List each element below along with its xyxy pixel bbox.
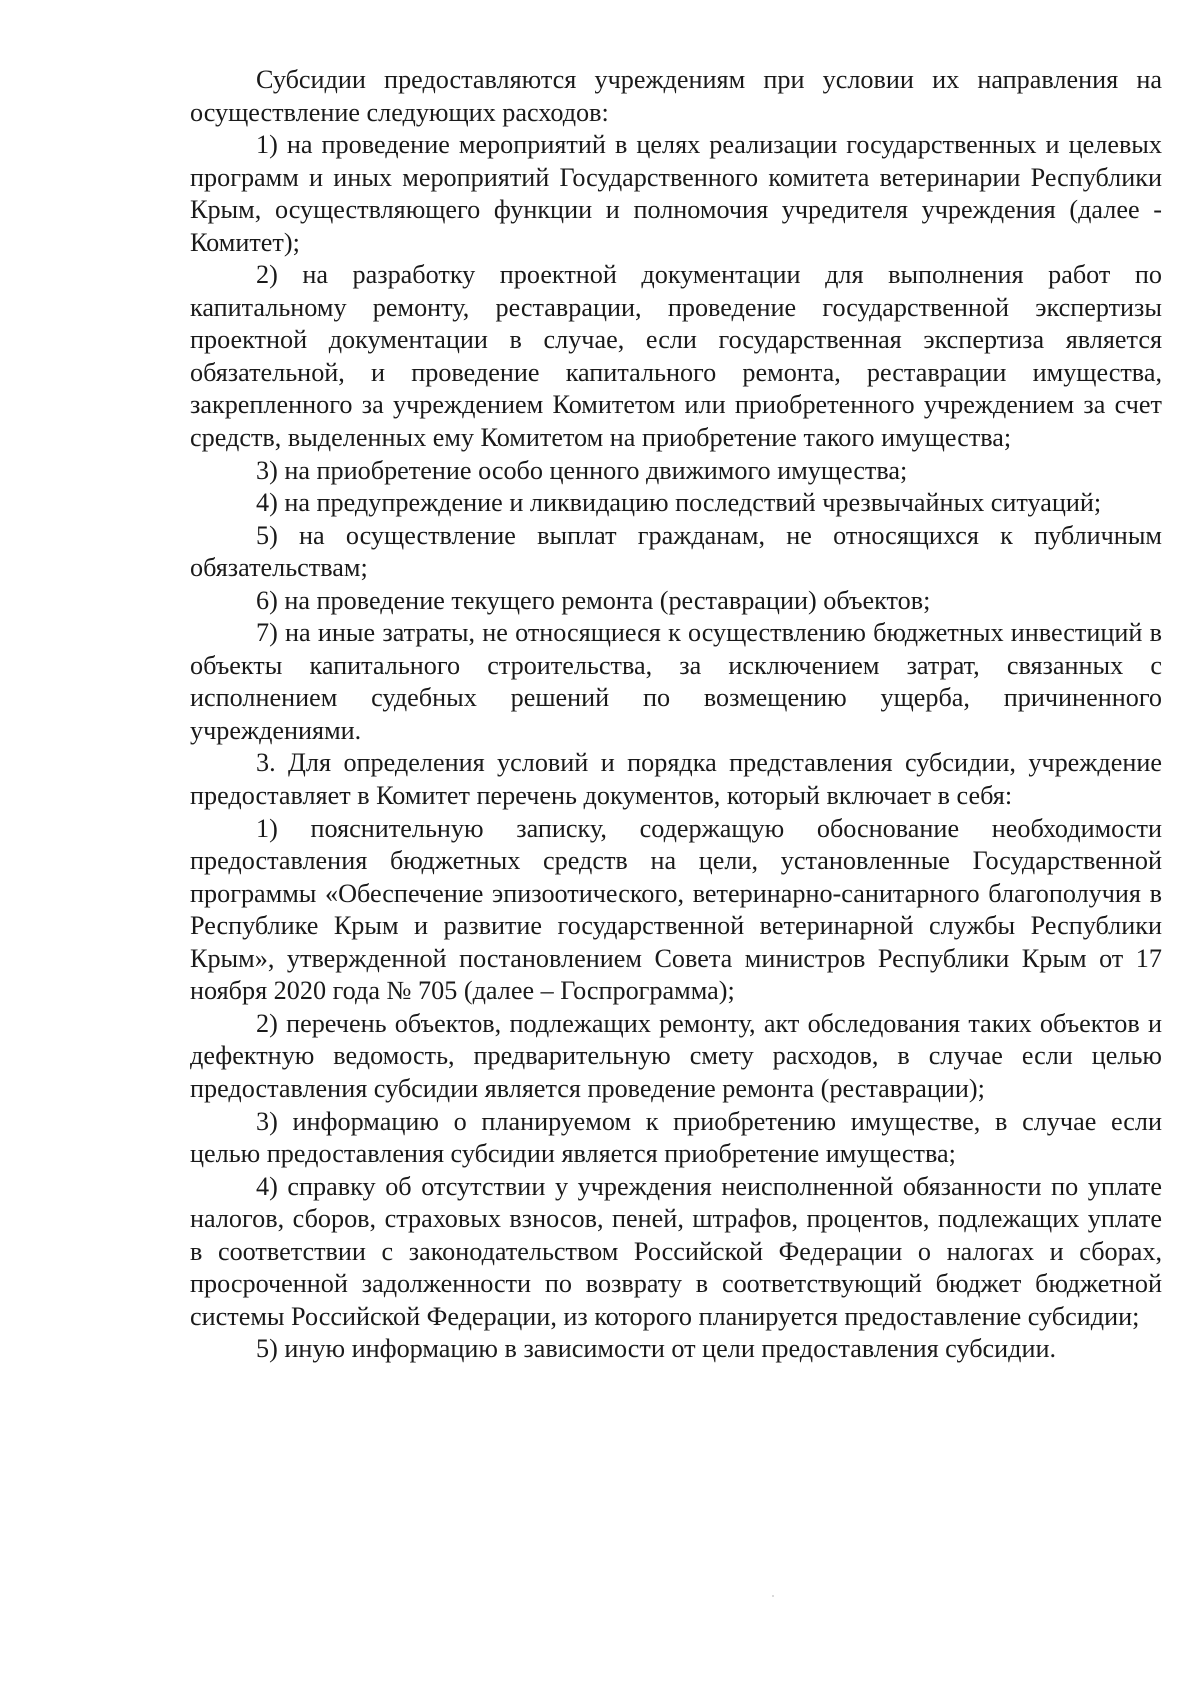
paragraph-subsidy-conditions: Субсидии предоставляются учреждениям при условии их направления на осуществление следующих расходов:: [190, 65, 1162, 127]
list-item-document-4: 4) справку об отсутствии у учреждения неисполненной обязанности по уплате налогов, сборов, страховых взносов, пеней, штрафов, процентов, подлежащих уплате в соответствии с законодательством Российской Федерации о налогах и сборах, просроченной задолженности по возврату в соответствующий бюджет бюджетной системы Российской Федерации, из которого планируется предоставление субсидии;: [190, 1171, 1162, 1331]
scan-speck: [772, 1595, 774, 1597]
list-item-document-1: 1) пояснительную записку, содержащую обоснование необходимости предоставления бюджетных средств на цели, установленные Государственной программы «Обеспечение эпизоотического, ветеринарно-санитарного благополучия в Республике Крым и развитие государственной ветеринарной службы Республики Крым», утвержденной постановлением Совета министров Республики Крым от 17 ноября 2020 года № 705 (далее – Госпрограмма);: [190, 813, 1162, 1006]
list-item-expense-7: 7) на иные затраты, не относящиеся к осуществлению бюджетных инвестиций в объекты капитального строительства, за исключением затрат, связанных с исполнением судебных решений по возмещению ущерба, причиненного учреждениями.: [190, 618, 1162, 745]
list-item-expense-1: 1) на проведение мероприятий в целях реализации государственных и целевых программ и иных мероприятий Государственного комитета ветеринарии Республики Крым, осуществляющего функции и полномочия учредителя учреждения (далее - Комитет);: [190, 130, 1162, 257]
list-item-document-2: 2) перечень объектов, подлежащих ремонту, акт обследования таких объектов и дефектную ведомость, предварительную смету расходов, в случае если целью предоставления субсидии является проведение ремонта (реставрации);: [190, 1008, 1162, 1103]
list-item-expense-4: 4) на предупреждение и ликвидацию последствий чрезвычайных ситуаций;: [256, 488, 1102, 518]
list-item-document-3: 3) информацию о планируемом к приобретению имуществе, в случае если целью предоставления субсидии является приобретение имущества;: [190, 1106, 1162, 1169]
list-item-document-5: 5) иную информацию в зависимости от цели предоставления субсидии.: [256, 1334, 1057, 1364]
list-item-expense-2: 2) на разработку проектной документации для выполнения работ по капитальному ремонту, реставрации, проведение государственной экспертизы проектной документации в случае, если государственная экспертиза является обязательной, и проведение капитального ремонта, реставрации имущества, закрепленного за учреждением Комитетом или приобретенного учреждением за счет средств, выделенных ему Комитетом на приобретение такого имущества;: [190, 260, 1162, 453]
list-item-expense-6: 6) на проведение текущего ремонта (реставрации) объектов;: [256, 585, 931, 615]
list-item-expense-5: 5) на осуществление выплат гражданам, не относящихся к публичным обязательствам;: [190, 520, 1162, 583]
document-body: [190, 64, 1162, 1366]
section-3-paragraph: 3. Для определения условий и порядка представления субсидии, учреждение предоставляет в Комитет перечень документов, который включает в себя:: [190, 748, 1162, 811]
list-item-expense-3: 3) на приобретение особо ценного движимого имущества;: [256, 455, 908, 485]
